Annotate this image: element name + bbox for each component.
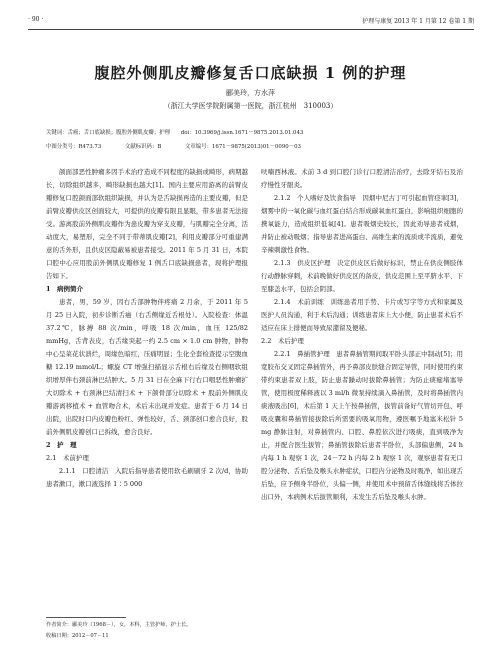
article-authors: 郦美玲，方水萍 [226,89,275,97]
body-paragraph: 2.2.1 鼻插管护理 患者鼻插管期间取平卧头部正中制动[5]；用宽胶布交叉固定鼻插管外，再予鼻部皮肤缝合固定导管，同时使用约束带约束患者双上肢，防止患者躁动时拔除鼻插管；为防止痰痂堵塞导管，使用极度稀释液以 3 ml/h 微泵持续滴入鼻插管，及时将鼻插管内痰液吸出[6]，术后第 1 天上午按鼻插管，拔管前备好气管切开包、呼吸皮囊和鼻插管接拔除后所需要的吸氧用物，遵医嘱予地塞米松针 5 mg 静脉注射，对鼻插管内、口腔、鼻腔依次进行吸痰，直到吸净为止，并配合医生拔管；鼻插管拔除后患者半卧位，头部偏患侧，24 h 内每 1 h 观察 1 次，24－72 h 内每 2 h 观察 1 次，观察患者有无口腔分泌物、舌后坠及喉头水肿症状，口腔内分泌物及时吸净，如出现舌后坠，应予侧身半卧位，头偏一侧，并使用术中预留舌体缝线将舌体拉出口外，本病例术后拔管顺利，未发生舌后坠及喉头水肿。 [261,350,463,501]
right-column [261,166,463,504]
journal-citation: 护理与康复 2013 年 1 月第 12 卷第 1 期 [362,18,474,25]
clc-number: 中图分类号：R473.73 [46,144,102,150]
footnote-divider [46,617,126,618]
header-divider [28,29,474,30]
body-paragraph: 2.1.2 个人嗜好及饮食指导 因烟中尼古丁可引起血管痉挛[3]，烟雾中的一氧化碳与血红蛋白结合形成碳氧血红蛋白，影响组织细胞的携氧能力，造成组织低氧[4]。患者吸烟史较长，因此劝导患者戒烟，并防止被动吸烟；指导患者进高蛋白、高维生素的流质或半流质，避免辛辣刺激性食物。 [261,194,463,254]
body-paragraph: 2.1.4 术前训练 训练患者用手势、卡片或写字等方式和家属及医护人员沟通，利于术后沟通；训练患者床上大小便，防止患者术后不适应在床上排便而导致尿潴留及便秘。 [261,298,463,332]
page-header [28,14,474,28]
keywords-line: 关键词：舌癌；舌口底缺损；腹腔外侧肌皮瓣；护理 doi：10.3969/j.issn.1671－9875.2013.01.043 [46,130,304,136]
classification-line [46,142,456,150]
section-heading: 1 病例简介 [46,285,84,293]
subsection-heading: 2.1 术前护理 [46,454,89,462]
left-column [46,166,248,491]
article-title: 腹腔外侧肌皮瓣修复舌口底缺损 1 例的护理 [94,64,407,82]
article-number: 文章编号：1671－9875(2013)01－0090－03 [185,144,301,150]
body-paragraph: 呋喃西林液。术前 3 d 到口腔门诊行口腔清洁治疗，去除牙结石及治疗慢性牙龈炎。 [261,168,463,189]
body-paragraph: 2.1.3 供皮区护理 决定供皮区后做好标识，禁止在供皮侧肢体行动静脉穿刺，术前晚做好供皮区的备皮，供皮范围上至平脐水平、下至膝盖水平，包括会阴部。 [261,259,463,293]
section-heading: 2 护 理 [46,441,77,449]
body-paragraph: 患者，男，59 岁，因右舌部肿物伴疼痛 2 月余，于 2011 年 5 月 25 日入院，初步诊断舌癌（右舌侧缘近舌根处）。入院检查：体温 37.2℃，脉搏 88 次/min，呼吸 18 次/min，血压 125/82 mmHg，舌背表皮，右舌缘突起一约 2.5 cm × 1.0 cm 肿物，肿物中心呈菜花状溃烂，周缘色暗红，压痛明显；生化全套检查提示空腹血糖 12.19 mmol/L；螺旋 CT 增强扫描显示舌根右后缘及右侧咽软组织增厚伴右颈前淋巴结肿大。5 月 31 日在全麻下行右口咽恶性肿瘤扩大切除术 + 右颈淋巴结清扫术 + 下颌骨部分切除术 + 股前外侧肌皮瓣游离移植术 + 血管吻合术，术后未出现并发症。患者于 6 月 14 日出院，出院时口内皮瓣色粉红、弹性较好，舌、颈部创口愈合良好，股前外侧肌皮瓣创口已拆线，愈合良好。 [46,298,248,436]
body-paragraph: 2.1.1 口腔清洁 入院后指导患者使用软毛刷刷牙 2 次/d，协助患者漱口，漱口液选择 1∶5 000 [46,467,248,488]
received-date-footnote: 收稿日期：2012－07－11 [46,633,109,639]
document-code: 文献标识码：B [124,144,162,150]
author-affiliation: （浙江大学医学院附属第一医院，浙江杭州 310003） [163,102,338,110]
author-bio-footnote: 作者简介：郦美玲（1968－），女，本科，主管护师，护士长。 [46,622,192,628]
subsection-heading: 2.2 术后护理 [261,337,304,345]
page-number: · 90 · [28,16,44,23]
body-paragraph: 颌面部恶性肿瘤多因手术治疗造成不同程度的缺损或畸形，病期越长，切除组织越多，畸形缺损也越大[1]。国内主要应用游离的前臂皮瓣修复口腔颌面部软组织缺损，并认为是舌缺损再造的主要皮瓣，但是前臂皮瓣供皮区创面较大，可提供的皮瓣有限且显眼，带多患者无法接受。游离股前外侧肌皮瓣作为患皮瓣为穿支皮瓣，与肌瓣完全分离，活动度大，易塑形，完全不同于带蒂肌皮瓣[2]，利用皮瓣部分可重建满意的舌外形，且供皮区隐蔽易被患者接受。2011 年 5 月 31 日，本院口腔中心应用股前外侧肌皮瓣修复 1 例舌口底缺损患者，现将护理报告如下。 [46,168,248,280]
